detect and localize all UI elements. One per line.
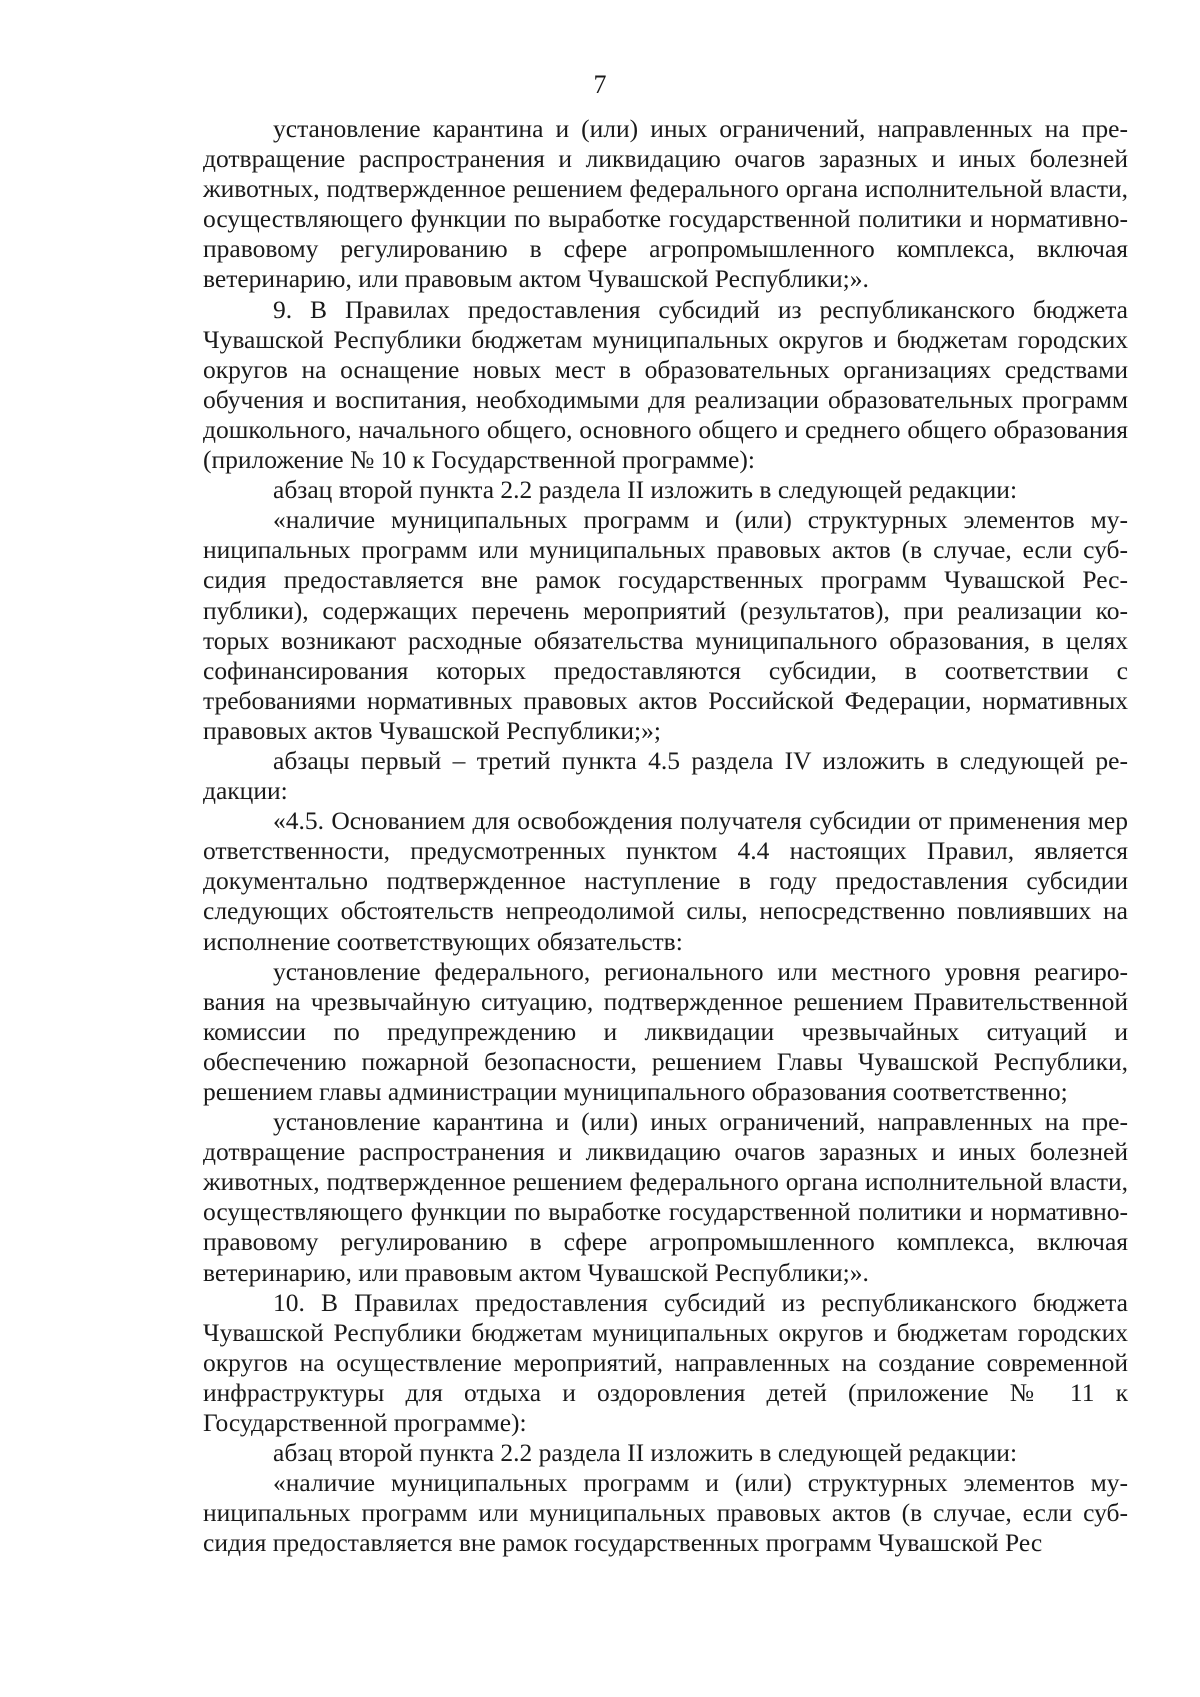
document-body xyxy=(203,114,1128,1559)
paragraph: абзацы первый – третий пункта 4.5 раздела IV изложить в следующей редакции: xyxy=(203,745,1128,806)
page-number: 7 xyxy=(593,70,607,99)
paragraph: установление карантина и (или) иных ограничений, направленных на предотвращение распространения и ликвидацию очагов заразных и иных болезней животных, подтвержденное решением федерального органа исполнительной власти, осуществляющего функции по выработке государственной политики и нормативно-правовому регулированию в сфере агропромышленного комплекса, включая ветеринарию, или правовым актом Чувашской Республики;». xyxy=(203,1107,1128,1287)
paragraph: установление федерального, регионального или местного уровня реагирования на чрезвычайную ситуацию, подтвержденное решением Правительственной комиссии по предупреждению и ликвидации чрезвычайных ситуаций и обеспечению пожарной безопасности, решением Главы Чувашской Республики, решением главы администрации муниципального образования соответственно; xyxy=(203,956,1128,1106)
paragraph: абзац второй пункта 2.2 раздела II изложить в следующей редакции: xyxy=(273,1438,1018,1468)
paragraph: абзац второй пункта 2.2 раздела II изложить в следующей редакции: xyxy=(273,475,1018,505)
paragraph: «4.5. Основанием для освобождения получателя субсидии от применения мер ответственности, предусмотренных пунктом 4.4 настоящих Правил, является документально подтвержденное наступление в году предоставления субсидии следующих обстоятельств непреодолимой силы, непосредственно повлиявших на исполнение соответствующих обязательств: xyxy=(203,806,1128,956)
paragraph: установление карантина и (или) иных ограничений, направленных на предотвращение распространения и ликвидацию очагов заразных и иных болезней животных, подтвержденное решением федерального органа исполнительной власти, осуществляющего функции по выработке государственной политики и нормативно-правовому регулированию в сфере агропромышленного комплекса, включая ветеринарию, или правовым актом Чувашской Республики;». xyxy=(203,114,1128,294)
paragraph: 9. В Правилах предоставления субсидий из республиканского бюджета Чувашской Республики бюджетам муниципальных округов и бюджетам городских округов на оснащение новых мест в образовательных организациях средствами обучения и воспитания, необходимыми для реализации образовательных программ дошкольного, начального общего, основного общего и среднего общего образования (приложение № 10 к Государственной программе): xyxy=(203,294,1128,475)
paragraph: «наличие муниципальных программ и (или) структурных элементов муниципальных программ или муниципальных правовых актов (в случае, если субсидия предоставляется вне рамок государственных программ Чувашской Республики), содержащих перечень мероприятий (результатов), при реализации которых возникают расходные обязательства муниципального образования, в целях софинансирования которых предоставляются субсидии, в соответствии с требованиями нормативных правовых актов Российской Федерации, нормативных правовых актов Чувашской Республики;»; xyxy=(203,505,1128,745)
paragraph: «наличие муниципальных программ и (или) структурных элементов муниципальных программ или муниципальных правовых актов (в случае, если субсидия предоставляется вне рамок государственных программ Чувашской Рес xyxy=(203,1468,1128,1558)
paragraph: 10. В Правилах предоставления субсидий из республиканского бюджета Чувашской Республики бюджетам муниципальных округов и бюджетам городских округов на осуществление мероприятий, направленных на создание современной инфраструктуры для отдыха и оздоровления детей (приложение № 11 к Государственной программе): xyxy=(203,1287,1128,1438)
